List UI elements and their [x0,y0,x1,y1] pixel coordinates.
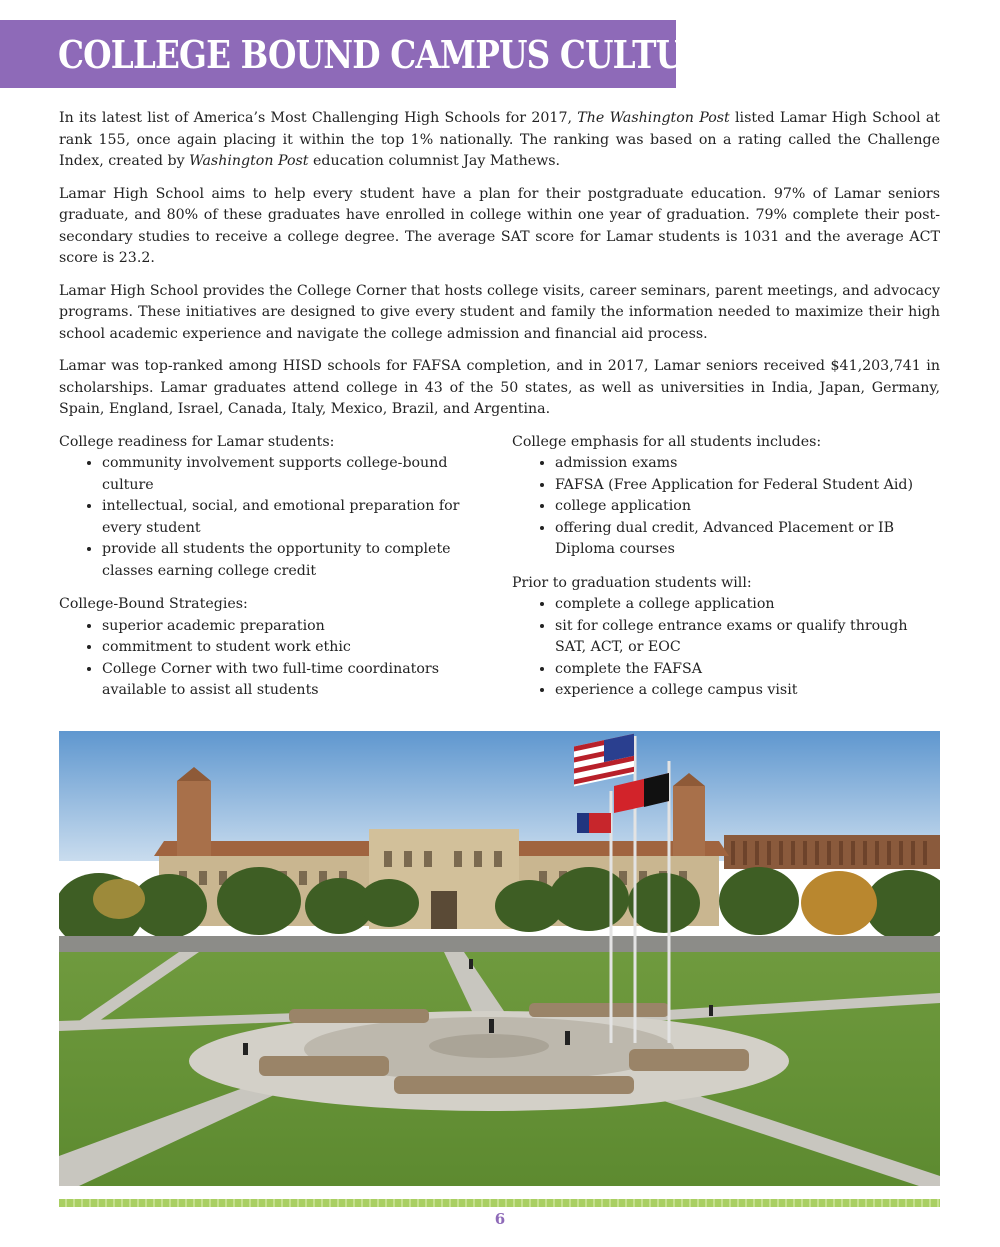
prior-heading: Prior to graduation students will: [512,574,752,591]
footer-bar [59,1199,940,1207]
list-item: • FAFSA (Free Application for Federal Student Aid) [555,475,940,497]
emphasis-list [512,453,940,561]
paragraph-scholarships: Lamar was top-ranked among HISD schools for FAFSA completion, and in 2017, Lamar seniors received $41,203,741 in scholarships. Lamar graduates attend college in 43 of the 50 states, as well as universities in India, Japan, Germany, Spain, England, Israel, Canada, Italy, Mexico, Brazil, and Argentina. [59,358,940,417]
list-item: • admission exams [555,453,940,475]
prior-list [512,594,940,702]
publication-name: The Washington Post [577,110,730,126]
list-item: • commitment to student work ethic [102,637,489,659]
list-item: • complete the FAFSA [555,659,940,681]
left-column [59,432,489,714]
readiness-list [59,453,489,582]
campus-photo [59,731,940,1186]
list-item: • intellectual, social, and emotional preparation for every student [102,496,489,539]
paragraph-rankings-post: education columnist Jay Mathews. [308,153,561,169]
paragraph-rankings-pre: In its latest list of America’s Most Challenging High Schools for 2017, [59,110,578,126]
list-item: • College Corner with two full-time coordinators available to assist all students [102,659,489,702]
two-column-lists [59,432,940,714]
right-tower [673,786,705,856]
building-entrance [431,891,457,929]
right-column [512,432,940,714]
list-item: • complete a college application [555,594,940,616]
list-item: • offering dual credit, Advanced Placement or IB Diploma courses [555,518,940,561]
readiness-heading: College readiness for Lamar students: [59,433,335,450]
list-item: • sit for college entrance exams or qualify through SAT, ACT, or EOC [555,616,940,659]
list-item: • experience a college campus visit [555,680,940,702]
strategies-heading: College-Bound Strategies: [59,596,248,612]
list-item: • community involvement supports college-bound culture [102,453,489,496]
page-title: COLLEGE BOUND CAMPUS CULTURE [58,32,734,77]
list-item: • superior academic preparation [102,616,489,638]
paragraph-rankings-mid: listed Lamar High School at rank 155, once again placing it within the top 1% nationally. The ranking was based on a rating called the Challenge Index, created by [59,110,940,169]
strategies-list [59,616,489,702]
list-item: • college application [555,496,940,518]
paragraph-rankings [59,108,940,173]
emphasis-heading: College emphasis for all students includes: [512,433,822,450]
paragraph-college-corner: Lamar High School provides the College Corner that hosts college visits, career seminars, parent meetings, and advocacy programs. These initiatives are designed to give every student and family the information needed to maximize their high school academic experience and navigate the college admission and financial aid process. [59,282,940,342]
texas-flag [577,813,611,833]
campus-illustration [59,731,940,1186]
page-number: 6 [494,1210,506,1228]
left-tower [177,781,211,856]
road [59,936,940,952]
publication-name-2: Washington Post [189,153,309,169]
title-bar [0,20,734,88]
autumn-tree [801,871,877,935]
list-item: • provide all students the opportunity to complete classes earning college credit [102,539,489,582]
paragraph-postgraduate: Lamar High School aims to help every student have a plan for their postgraduate education. 97% of Lamar seniors graduate, and 80% of these graduates have enrolled in college within one year of graduation. 79% complete their post-secondary studies to receive a college degree. The average SAT score for Lamar students is 1031 and the average ACT score is 23.2. [59,185,940,266]
main-content [59,108,940,714]
